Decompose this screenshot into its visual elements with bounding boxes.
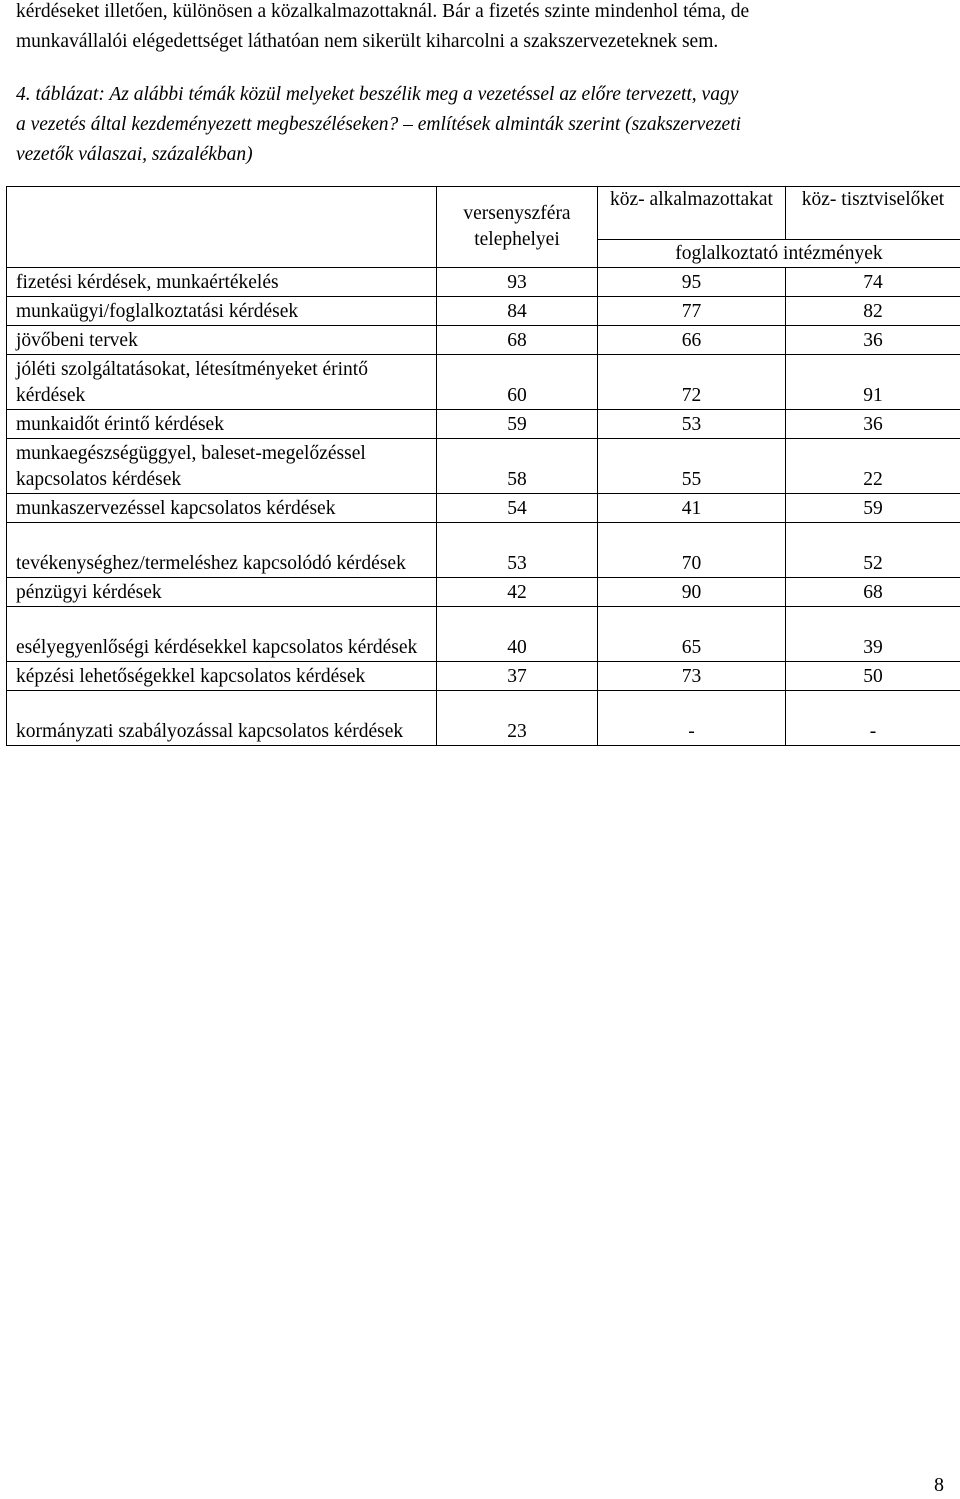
table-caption xyxy=(16,80,952,170)
value-versenyszfera: 60 xyxy=(437,355,598,410)
row-label: képzési lehetőségekkel kapcsolatos kérdések xyxy=(7,662,437,691)
table-row xyxy=(7,494,960,523)
intro-paragraph xyxy=(16,0,952,57)
value-kozalkalmazottakat: 53 xyxy=(598,410,786,439)
table-row xyxy=(7,523,960,578)
row-label: munkaszervezéssel kapcsolatos kérdések xyxy=(7,494,437,523)
intro-line-2: munkavállalói elégedettséget láthatóan nem sikerült kiharcolni a szakszervezeteknek sem. xyxy=(16,31,719,52)
value-koztisztviseloket: 68 xyxy=(786,578,960,607)
value-versenyszfera: 53 xyxy=(437,523,598,578)
value-koztisztviseloket: 22 xyxy=(786,439,960,494)
table-row xyxy=(7,268,960,297)
value-koztisztviseloket: 91 xyxy=(786,355,960,410)
row-label: munkaegészségüggyel, baleset-megelőzéssel kapcsolatos kérdések xyxy=(7,439,437,494)
row-label: pénzügyi kérdések xyxy=(7,578,437,607)
value-koztisztviseloket: 50 xyxy=(786,662,960,691)
value-koztisztviseloket: 36 xyxy=(786,326,960,355)
row-label: jövőbeni tervek xyxy=(7,326,437,355)
topics-table xyxy=(6,186,960,746)
table-row xyxy=(7,607,960,662)
row-label: esélyegyenlőségi kérdésekkel kapcsolatos kérdések xyxy=(7,607,437,662)
row-label: jóléti szolgáltatásokat, létesítményeket érintő kérdések xyxy=(7,355,437,410)
header-empty-cell xyxy=(7,187,437,268)
value-versenyszfera: 54 xyxy=(437,494,598,523)
value-versenyszfera: 42 xyxy=(437,578,598,607)
value-versenyszfera: 37 xyxy=(437,662,598,691)
value-kozalkalmazottakat: 65 xyxy=(598,607,786,662)
value-versenyszfera: 40 xyxy=(437,607,598,662)
value-versenyszfera: 23 xyxy=(437,691,598,746)
value-koztisztviseloket: 82 xyxy=(786,297,960,326)
caption-line-2: a vezetés által kezdeményezett megbeszéléseken? – említések alminták szerint (szakszervezeti xyxy=(16,114,742,135)
value-koztisztviseloket: 39 xyxy=(786,607,960,662)
caption-line-1: 4. táblázat: Az alábbi témák közül melyeket beszélik meg a vezetéssel az előre tervezett, vagy xyxy=(16,84,739,105)
table-row xyxy=(7,578,960,607)
value-versenyszfera: 58 xyxy=(437,439,598,494)
value-koztisztviseloket: 59 xyxy=(786,494,960,523)
value-koztisztviseloket: 36 xyxy=(786,410,960,439)
table-header-row xyxy=(7,187,960,240)
value-kozalkalmazottakat: 73 xyxy=(598,662,786,691)
caption-line-3: vezetők válaszai, százalékban) xyxy=(16,144,253,165)
value-kozalkalmazottakat: 70 xyxy=(598,523,786,578)
page-number: 8 xyxy=(934,1474,944,1496)
table-row xyxy=(7,297,960,326)
table-row xyxy=(7,662,960,691)
value-koztisztviseloket: 74 xyxy=(786,268,960,297)
row-label: kormányzati szabályozással kapcsolatos kérdések xyxy=(7,691,437,746)
header-foglalkoztato-intezmenyek: foglalkoztató intézmények xyxy=(598,240,960,268)
value-versenyszfera: 59 xyxy=(437,410,598,439)
value-koztisztviseloket: 52 xyxy=(786,523,960,578)
value-kozalkalmazottakat: 77 xyxy=(598,297,786,326)
value-versenyszfera: 68 xyxy=(437,326,598,355)
value-kozalkalmazottakat: 55 xyxy=(598,439,786,494)
value-versenyszfera: 84 xyxy=(437,297,598,326)
row-label: tevékenységhez/termeléshez kapcsolódó kérdések xyxy=(7,523,437,578)
header-versenyszfera: versenyszféra telephelyei xyxy=(437,187,598,268)
value-koztisztviseloket: - xyxy=(786,691,960,746)
value-kozalkalmazottakat: 72 xyxy=(598,355,786,410)
row-label: munkaidőt érintő kérdések xyxy=(7,410,437,439)
value-kozalkalmazottakat: - xyxy=(598,691,786,746)
value-versenyszfera: 93 xyxy=(437,268,598,297)
table-row xyxy=(7,691,960,746)
value-kozalkalmazottakat: 90 xyxy=(598,578,786,607)
table-row xyxy=(7,439,960,494)
table-row xyxy=(7,355,960,410)
value-kozalkalmazottakat: 41 xyxy=(598,494,786,523)
value-kozalkalmazottakat: 66 xyxy=(598,326,786,355)
header-koztisztviseloket: köz- tisztviselőket xyxy=(786,187,960,240)
intro-line-1: kérdéseket illetően, különösen a közalkalmazottaknál. Bár a fizetés szinte mindenhol téma, de xyxy=(16,1,750,22)
table-row xyxy=(7,410,960,439)
value-kozalkalmazottakat: 95 xyxy=(598,268,786,297)
row-label: fizetési kérdések, munkaértékelés xyxy=(7,268,437,297)
table-row xyxy=(7,326,960,355)
header-kozalkalmazottakat: köz- alkalmazottakat xyxy=(598,187,786,240)
row-label: munkaügyi/foglalkoztatási kérdések xyxy=(7,297,437,326)
